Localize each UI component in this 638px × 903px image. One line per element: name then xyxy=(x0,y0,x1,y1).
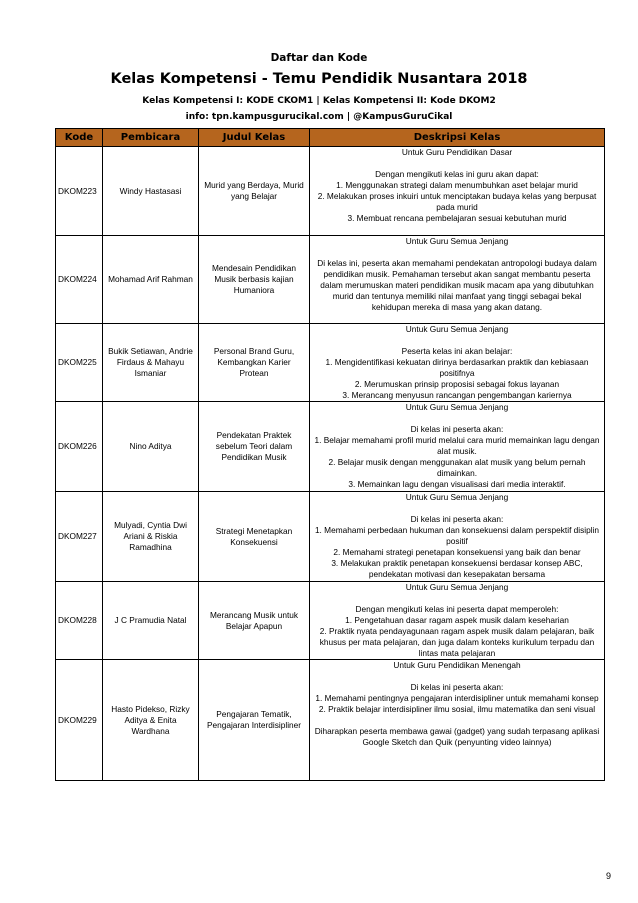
row-pembicara: J C Pramudia Natal xyxy=(103,582,199,660)
row-pembicara: Windy Hastasasi xyxy=(103,147,199,236)
table-row xyxy=(56,147,605,236)
desc-intro: Di kelas ini peserta akan: xyxy=(410,514,504,524)
row-judul: Personal Brand Guru, Kembangkan Karier Protean xyxy=(199,324,310,402)
table-row xyxy=(56,582,605,660)
col-header-pembicara: Pembicara xyxy=(103,129,199,147)
desc-intro: Peserta kelas ini akan belajar: xyxy=(401,346,513,356)
table-body xyxy=(56,147,605,781)
row-deskripsi xyxy=(310,492,605,582)
col-header-kode: Kode xyxy=(56,129,103,147)
desc-audience: Untuk Guru Semua Jenjang xyxy=(405,324,509,334)
row-kode: DKOM229 xyxy=(56,660,103,781)
doc-title: Kelas Kompetensi - Temu Pendidik Nusantara 2018 xyxy=(110,71,528,87)
row-kode: DKOM228 xyxy=(56,582,103,660)
row-deskripsi xyxy=(310,147,605,236)
table-row xyxy=(56,324,605,402)
col-header-judul: Judul Kelas xyxy=(199,129,310,147)
desc-point: 1. Mengidentifikasi kekuatan dirinya berdasarkan praktik dan kebiasaan positifnya xyxy=(325,357,589,378)
desc-point: 3. Memainkan lagu dengan visualisasi dari media interaktif. xyxy=(348,479,566,489)
col-header-deskripsi: Deskripsi Kelas xyxy=(310,129,605,147)
table-row xyxy=(56,402,605,492)
desc-point: 2. Melakukan proses inkuiri untuk menciptakan budaya kelas yang berpusat pada murid xyxy=(317,191,597,212)
desc-audience: Untuk Guru Pendidikan Dasar xyxy=(401,147,513,157)
row-pembicara: Mulyadi, Cyntia Dwi Ariani & Riskia Ramadhina xyxy=(103,492,199,582)
desc-point: 3. Merancang menyusun rancangan pengembangan kariernya xyxy=(342,390,572,400)
desc-point: 3. Membuat rencana pembelajaran sesuai kebutuhan murid xyxy=(347,213,567,223)
page-number: 9 xyxy=(606,871,612,881)
desc-intro: Di kelas ini peserta akan: xyxy=(410,424,504,434)
desc-point: 1. Belajar memahami profil murid melalui cara murid memainkan lagu dengan alat musik. xyxy=(314,435,600,456)
table-header-row xyxy=(56,129,605,147)
table-row xyxy=(56,236,605,324)
row-judul: Merancang Musik untuk Belajar Apapun xyxy=(199,582,310,660)
row-pembicara: Nino Aditya xyxy=(103,402,199,492)
desc-intro: Di kelas ini peserta akan: xyxy=(410,682,504,692)
row-judul: Murid yang Berdaya, Murid yang Belajar xyxy=(199,147,310,236)
desc-audience: Untuk Guru Semua Jenjang xyxy=(405,236,509,246)
table-row xyxy=(56,660,605,781)
desc-point: 2. Praktik belajar interdisipliner ilmu sosial, ilmu matematika dan seni visual xyxy=(318,704,596,714)
row-deskripsi xyxy=(310,582,605,660)
desc-point: 2. Praktik nyata pendayagunaan ragam aspek musik dalam pelajaran, baik khusus per mata pelajaran, dan juga dalam konteks kurikulum terpadu dan lintas mata pelajaran xyxy=(319,626,595,658)
codes-line: Kelas Kompetensi I: KODE CKOM1 | Kelas Kompetensi II: Kode DKOM2 xyxy=(142,96,496,106)
row-kode: DKOM224 xyxy=(56,236,103,324)
row-deskripsi xyxy=(310,236,605,324)
desc-point: 1. Menggunakan strategi dalam menumbuhkan aset belajar murid xyxy=(336,180,578,190)
desc-audience: Untuk Guru Pendidikan Menengah xyxy=(393,660,521,670)
row-deskripsi xyxy=(310,660,605,781)
row-judul: Pendekatan Praktek sebelum Teori dalam Pendidikan Musik xyxy=(199,402,310,492)
row-pembicara: Bukik Setiawan, Andrie Firdaus & Mahayu Ismaniar xyxy=(103,324,199,402)
desc-note: Diharapkan peserta membawa gawai (gadget) yang sudah terpasang aplikasi Google Sketch dan Quik (penyunting video lainnya) xyxy=(314,726,600,747)
desc-audience: Untuk Guru Semua Jenjang xyxy=(405,402,509,412)
desc-point: 2. Memahami strategi penetapan konsekuensi yang baik dan benar xyxy=(333,547,581,557)
class-table xyxy=(55,128,605,781)
row-judul: Strategi Menetapkan Konsekuensi xyxy=(199,492,310,582)
doc-subtitle: Daftar dan Kode xyxy=(270,52,368,64)
desc-audience: Untuk Guru Semua Jenjang xyxy=(405,492,509,502)
row-kode: DKOM225 xyxy=(56,324,103,402)
desc-intro: Dengan mengikuti kelas ini guru akan dapat: xyxy=(375,169,539,179)
row-judul: Pengajaran Tematik, Pengajaran Interdisipliner xyxy=(199,660,310,781)
desc-point: 2. Belajar musik dengan menggunakan alat musik yang belum pernah dimainkan. xyxy=(328,457,586,478)
row-deskripsi xyxy=(310,324,605,402)
row-kode: DKOM223 xyxy=(56,147,103,236)
desc-audience: Untuk Guru Semua Jenjang xyxy=(405,582,509,592)
desc-intro: Di kelas ini, peserta akan memahami pendekatan antropologi budaya dalam pendidikan musik. Pemahaman tersebut akan sangat membantu peserta dalam merumuskan materi pendidikan musik macam apa yang dibutuhkan murid dan tentunya memiliki nilai manfaat yang tinggi sebagai bekal kehidupan mereka di masa yang akan datang. xyxy=(317,258,597,312)
row-judul: Mendesain Pendidikan Musik berbasis kajian Humaniora xyxy=(199,236,310,324)
desc-point: 1. Memahami pentingnya pengajaran interdisipliner untuk memahami konsep xyxy=(315,693,599,703)
desc-point: 3. Melakukan praktik penetapan konsekuensi berdasar konsep ABC, pendekatan motivasi dan kesepakatan bersama xyxy=(331,558,583,579)
table-row xyxy=(56,492,605,582)
desc-point: 2. Merumuskan prinsip proposisi sebagai fokus layanan xyxy=(354,379,560,389)
row-pembicara: Mohamad Arif Rahman xyxy=(103,236,199,324)
row-kode: DKOM227 xyxy=(56,492,103,582)
row-kode: DKOM226 xyxy=(56,402,103,492)
desc-point: 1. Pengetahuan dasar ragam aspek musik dalam keseharian xyxy=(345,615,569,625)
row-deskripsi xyxy=(310,402,605,492)
row-pembicara: Hasto Pidekso, Rizky Aditya & Enita Wardhana xyxy=(103,660,199,781)
desc-point: 1. Memahami perbedaan hukuman dan konsekuensi dalam perspektif disiplin positif xyxy=(314,525,600,546)
desc-intro: Dengan mengikuti kelas ini peserta dapat memperoleh: xyxy=(355,604,559,614)
info-line: info: tpn.kampusgurucikal.com | @KampusGuruCikal xyxy=(185,112,453,122)
